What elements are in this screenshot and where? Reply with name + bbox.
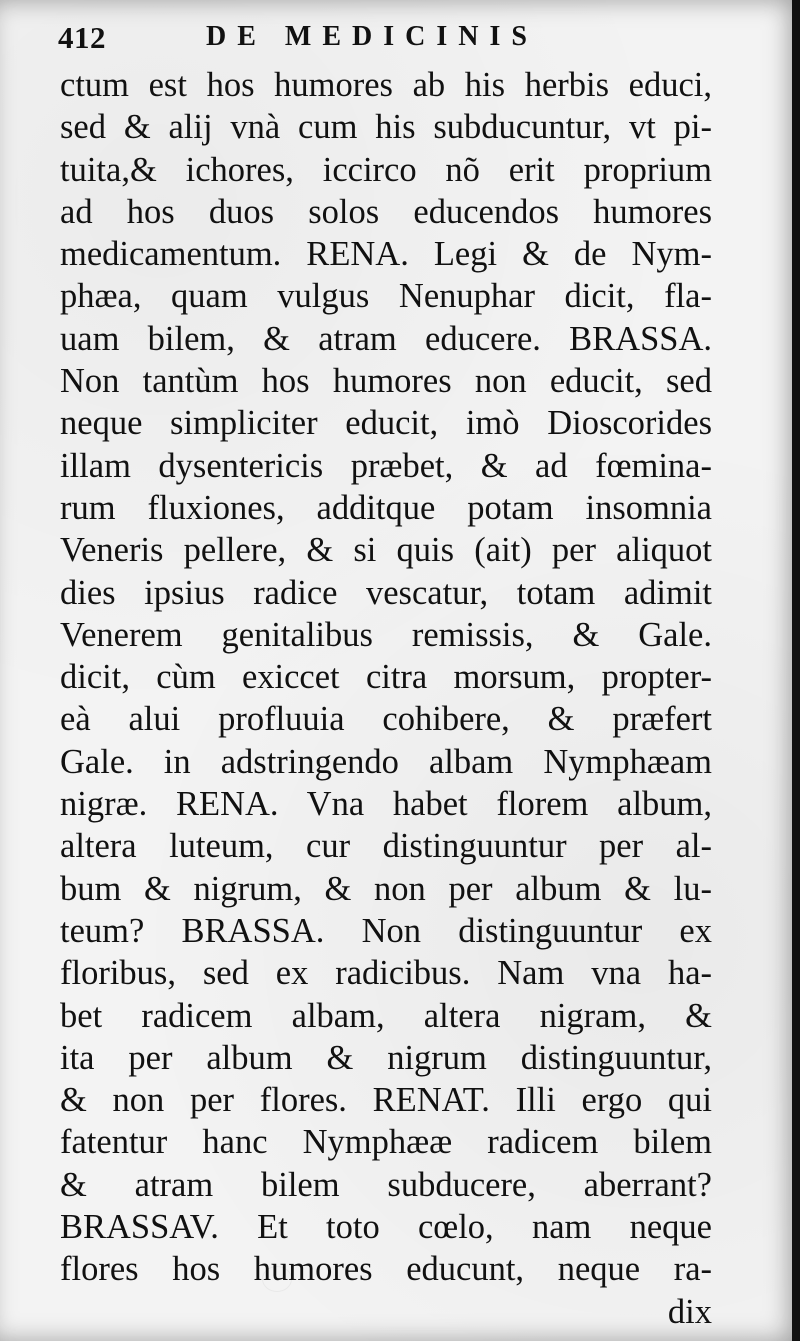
text-line: altera luteum, cur distinguuntur per al- bbox=[60, 827, 712, 866]
page-header bbox=[58, 20, 598, 60]
body-text bbox=[60, 64, 712, 1333]
text-line: eà alui profluuia cohibere, & præfert bbox=[60, 700, 712, 739]
text-line: fatentur hanc Nymphææ radicem bilem bbox=[60, 1123, 712, 1162]
text-line: phæa, quam vulgus Nenuphar dicit, fla- bbox=[60, 277, 712, 316]
text-line: dicit, cùm exiccet citra morsum, propter- bbox=[60, 658, 712, 697]
text-line: BRASSAV. Et toto cœlo, nam neque bbox=[60, 1208, 712, 1247]
text-line: sed & alij vnà cum his subducuntur, vt pi- bbox=[60, 108, 712, 147]
page-number: 412 bbox=[58, 20, 106, 55]
text-line: ad hos duos solos educendos humores bbox=[60, 192, 712, 231]
text-line: ita per album & nigrum distinguuntur, bbox=[60, 1038, 712, 1077]
text-line: teum? BRASSA. Non distinguuntur ex bbox=[60, 911, 712, 950]
text-line: Gale. in adstringendo albam Nymphæam bbox=[60, 742, 712, 781]
text-line: neque simpliciter educit, imò Dioscorides bbox=[60, 404, 712, 443]
text-line: dies ipsius radice vescatur, totam adimit bbox=[60, 573, 712, 612]
catchword: dix bbox=[667, 1292, 712, 1331]
text-line: flores hos humores educunt, neque ra- bbox=[60, 1250, 712, 1289]
running-head: DE MEDICINIS bbox=[206, 21, 538, 52]
text-line: floribus, sed ex radicibus. Nam vna ha- bbox=[60, 954, 712, 993]
text-line: Non tantùm hos humores non educit, sed bbox=[60, 362, 712, 401]
faint-stamp-mark bbox=[262, 1266, 292, 1292]
text-line: uam bilem, & atram educere. BRASSA. bbox=[60, 319, 712, 358]
text-line: bum & nigrum, & non per album & lu- bbox=[60, 869, 712, 908]
text-line: tuita,& ichores, iccirco nõ erit proprium bbox=[60, 150, 712, 189]
text-line: Venerem genitalibus remissis, & Gale. bbox=[60, 615, 712, 654]
text-line: Veneris pellere, & si quis (ait) per aliquot bbox=[60, 531, 712, 570]
text-line: illam dysentericis præbet, & ad fœmina- bbox=[60, 446, 712, 485]
text-line: nigræ. RENA. Vna habet florem album, bbox=[60, 785, 712, 824]
text-line: ctum est hos humores ab his herbis educi, bbox=[60, 66, 712, 104]
text-line: rum fluxiones, additque potam insomnia bbox=[60, 488, 712, 527]
text-line: & non per flores. RENAT. Illi ergo qui bbox=[60, 1081, 712, 1120]
page-edge-shadow bbox=[792, 0, 800, 1341]
text-line: medicamentum. RENA. Legi & de Nym- bbox=[60, 235, 712, 274]
text-line: bet radicem albam, altera nigram, & bbox=[60, 996, 712, 1035]
text-line: & atram bilem subducere, aberrant? bbox=[60, 1165, 712, 1204]
